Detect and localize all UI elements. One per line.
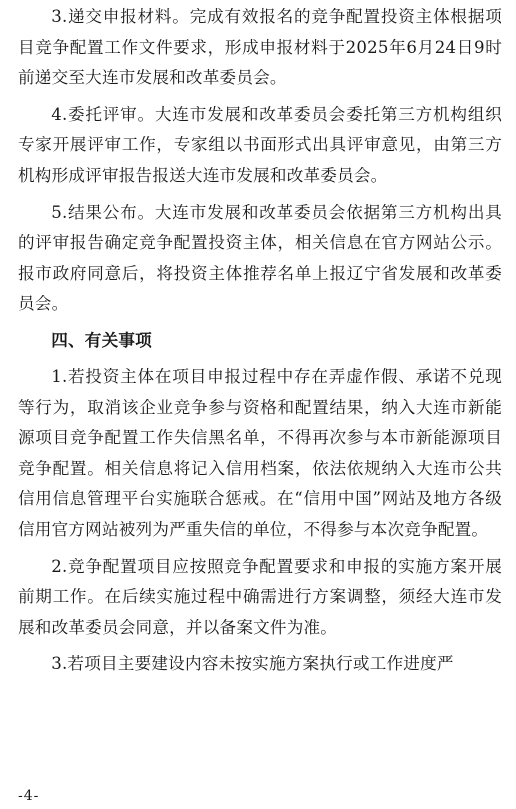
paragraph-dishonesty-penalty: 1.若投资主体在项目申报过程中存在弄虚作假、承诺不兑现等行为，取消该企业竞争参与资格和配置结果，纳入大连市新能源项目竞争配置工作失信黑名单，不得再次参与本市新能源项目竞争配置。相关信息将记入信用档案，依法依规纳入大连市公共信用信息管理平台实施联合惩戒。在“信用中国”网站及地方各级信用官方网站被列为严重失信的单位，不得参与本次竞争配置。 <box>18 366 502 539</box>
paragraph-submit-materials: 3.递交申报材料。完成有效报名的竞争配置投资主体根据项目竞争配置工作文件要求，形成申报材料于2025年6月24日9时前递交至大连市发展和改革委员会。 <box>18 7 502 88</box>
paragraph-scheme-adjustment: 2.竞争配置项目应按照竞争配置要求和申报的实施方案开展前期工作。在后续实施过程中确需进行方案调整，须经大连市发展和改革委员会同意，并以备案文件为准。 <box>18 556 502 637</box>
page-number: -4- <box>18 788 40 804</box>
section-heading-related-matters: 四、有关事项 <box>51 330 152 350</box>
paragraph-result-announcement: 5.结果公布。大连市发展和改革委员会依据第三方机构出具的评审报告确定竞争配置投资主体，相关信息在官方网站公示。报市政府同意后，将投资主体推荐名单上报辽宁省发展和改革委员会。 <box>18 202 502 314</box>
paragraph-construction-progress: 3.若项目主要建设内容未按实施方案执行或工作进度严 <box>51 654 454 674</box>
paragraph-entrust-review: 4.委托评审。大连市发展和改革委员会委托第三方机构组织专家开展评审工作，专家组以书面形式出具评审意见，由第三方机构形成评审报告报送大连市发展和改革委员会。 <box>18 104 502 185</box>
document-body <box>18 2 502 686</box>
